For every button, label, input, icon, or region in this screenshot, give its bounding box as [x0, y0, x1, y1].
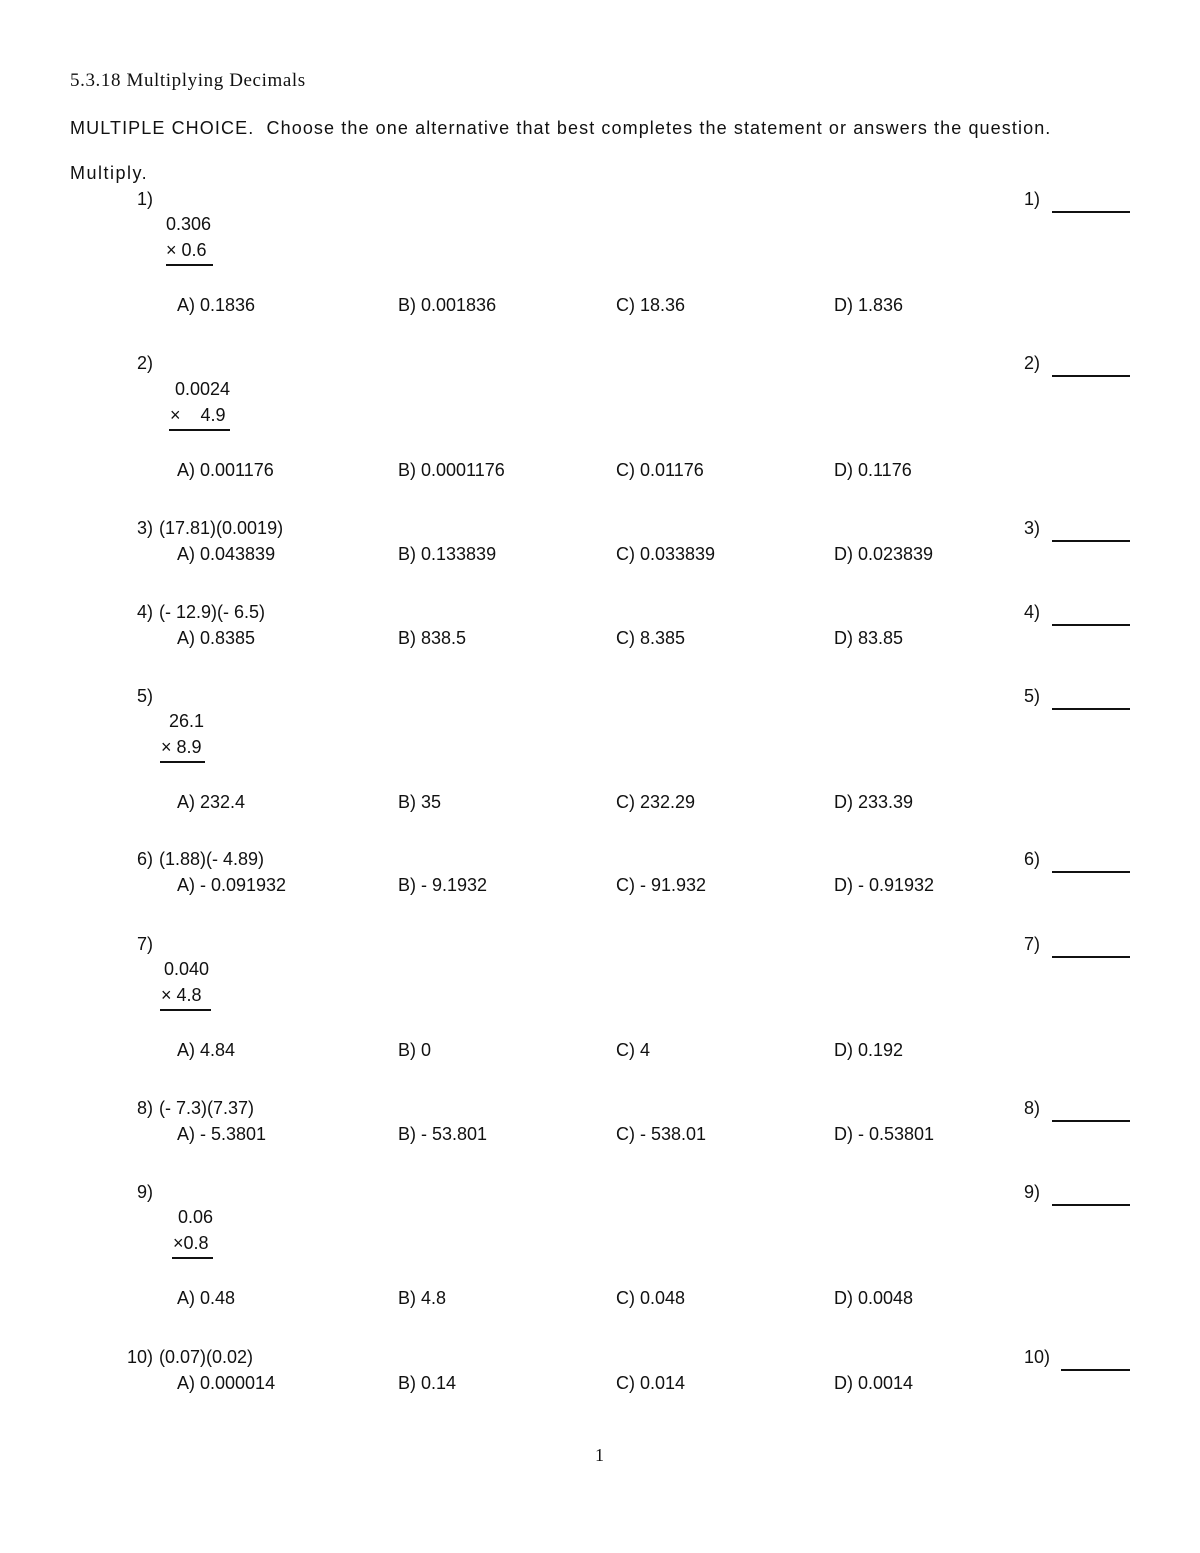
choice-b[interactable]: B) 0.14: [398, 1373, 457, 1393]
answer-label: 4): [1024, 602, 1041, 622]
question-number: 4): [137, 602, 154, 622]
choice-c[interactable]: C) 0.014: [616, 1373, 686, 1393]
choice-d[interactable]: D) 0.0048: [834, 1288, 914, 1308]
choice-c[interactable]: C) 0.033839: [616, 544, 716, 564]
choice-a[interactable]: A) 0.1836: [177, 295, 256, 315]
answer-label: 1): [1024, 189, 1041, 209]
product-rule: [172, 1257, 213, 1259]
choice-d[interactable]: D) - 0.53801: [834, 1124, 935, 1144]
choice-d[interactable]: D) 1.836: [834, 295, 904, 315]
question-number: 5): [137, 686, 154, 706]
question-number: 6): [137, 849, 154, 869]
product-rule: [169, 429, 230, 431]
multiplier: × 4.9: [170, 405, 226, 425]
choice-d[interactable]: D) 0.192: [834, 1040, 904, 1060]
choice-a[interactable]: A) - 0.091932: [177, 875, 287, 895]
choice-d[interactable]: D) - 0.91932: [834, 875, 935, 895]
question-number: 3): [137, 518, 154, 538]
choice-c[interactable]: C) 0.048: [616, 1288, 686, 1308]
answer-label: 3): [1024, 518, 1041, 538]
choice-b[interactable]: B) 0.0001176: [398, 460, 505, 480]
answer-blank[interactable]: [1052, 708, 1130, 710]
multiplier: × 4.8: [161, 985, 202, 1005]
choice-d[interactable]: D) 233.39: [834, 792, 914, 812]
answer-label: 9): [1024, 1182, 1041, 1202]
choice-b[interactable]: B) 838.5: [398, 628, 467, 648]
product-rule: [160, 761, 205, 763]
choice-c[interactable]: C) 0.01176: [616, 460, 704, 480]
question-number: 2): [137, 353, 154, 373]
choice-c[interactable]: C) 232.29: [616, 792, 696, 812]
multiplicand: 0.0024: [175, 379, 231, 399]
question-expression: (- 12.9)(- 6.5): [159, 602, 266, 622]
product-rule: [160, 1009, 211, 1011]
answer-label: 7): [1024, 934, 1041, 954]
answer-label: 5): [1024, 686, 1041, 706]
choice-d[interactable]: D) 0.0014: [834, 1373, 914, 1393]
choice-a[interactable]: A) 0.001176: [177, 460, 274, 480]
question-expression: (17.81)(0.0019): [159, 518, 284, 538]
question-number: 8): [137, 1098, 154, 1118]
choice-c[interactable]: C) 4: [616, 1040, 651, 1060]
choice-a[interactable]: A) 0.043839: [177, 544, 276, 564]
question-number: 7): [137, 934, 154, 954]
choice-c[interactable]: C) - 538.01: [616, 1124, 707, 1144]
answer-blank[interactable]: [1052, 540, 1130, 542]
choice-c[interactable]: C) - 91.932: [616, 875, 707, 895]
choice-c[interactable]: C) 18.36: [616, 295, 686, 315]
question-number: 9): [137, 1182, 154, 1202]
question-expression: (0.07)(0.02): [159, 1347, 254, 1367]
choice-b[interactable]: B) 0.001836: [398, 295, 497, 315]
question-number: 1): [137, 189, 154, 209]
answer-label: 2): [1024, 353, 1041, 373]
choice-a[interactable]: A) 4.84: [177, 1040, 236, 1060]
choice-a[interactable]: A) - 5.3801: [177, 1124, 267, 1144]
choice-a[interactable]: A) 0.000014: [177, 1373, 276, 1393]
multiplier: ×0.8: [173, 1233, 209, 1253]
answer-label: 8): [1024, 1098, 1041, 1118]
choice-b[interactable]: B) 0: [398, 1040, 432, 1060]
multiplicand: 26.1: [169, 711, 205, 731]
answer-blank[interactable]: [1052, 624, 1130, 626]
multiplier: × 0.6: [166, 240, 207, 260]
question-expression: (- 7.3)(7.37): [159, 1098, 255, 1118]
answer-blank[interactable]: [1052, 375, 1130, 377]
choice-b[interactable]: B) 4.8: [398, 1288, 447, 1308]
choice-b[interactable]: B) 0.133839: [398, 544, 497, 564]
question-number: 10): [127, 1347, 154, 1367]
choice-d[interactable]: D) 0.023839: [834, 544, 934, 564]
answer-blank[interactable]: [1052, 956, 1130, 958]
choice-c[interactable]: C) 8.385: [616, 628, 686, 648]
choice-a[interactable]: A) 0.8385: [177, 628, 256, 648]
answer-blank[interactable]: [1052, 1204, 1130, 1206]
multiplicand: 0.306: [166, 214, 212, 234]
choice-a[interactable]: A) 232.4: [177, 792, 246, 812]
choice-d[interactable]: D) 0.1176: [834, 460, 912, 480]
choice-b[interactable]: B) - 53.801: [398, 1124, 488, 1144]
section-heading: Multiply.: [70, 163, 149, 183]
multiplicand: 0.06: [178, 1207, 214, 1227]
choice-b[interactable]: B) - 9.1932: [398, 875, 488, 895]
instructions-text: MULTIPLE CHOICE. Choose the one alternative that best completes the statement or answers the question.: [70, 118, 1052, 138]
multiplicand: 0.040: [164, 959, 210, 979]
product-rule: [166, 264, 213, 266]
choice-d[interactable]: D) 83.85: [834, 628, 904, 648]
answer-label: 6): [1024, 849, 1041, 869]
answer-blank[interactable]: [1052, 211, 1130, 213]
page-number: 1: [595, 1445, 604, 1465]
answer-blank[interactable]: [1052, 871, 1130, 873]
answer-blank[interactable]: [1061, 1369, 1130, 1371]
answer-blank[interactable]: [1052, 1120, 1130, 1122]
choice-a[interactable]: A) 0.48: [177, 1288, 236, 1308]
document-title: 5.3.18 Multiplying Decimals: [70, 70, 306, 91]
question-expression: (1.88)(- 4.89): [159, 849, 265, 869]
choice-b[interactable]: B) 35: [398, 792, 442, 812]
multiplier: × 8.9: [161, 737, 202, 757]
answer-label: 10): [1024, 1347, 1051, 1367]
